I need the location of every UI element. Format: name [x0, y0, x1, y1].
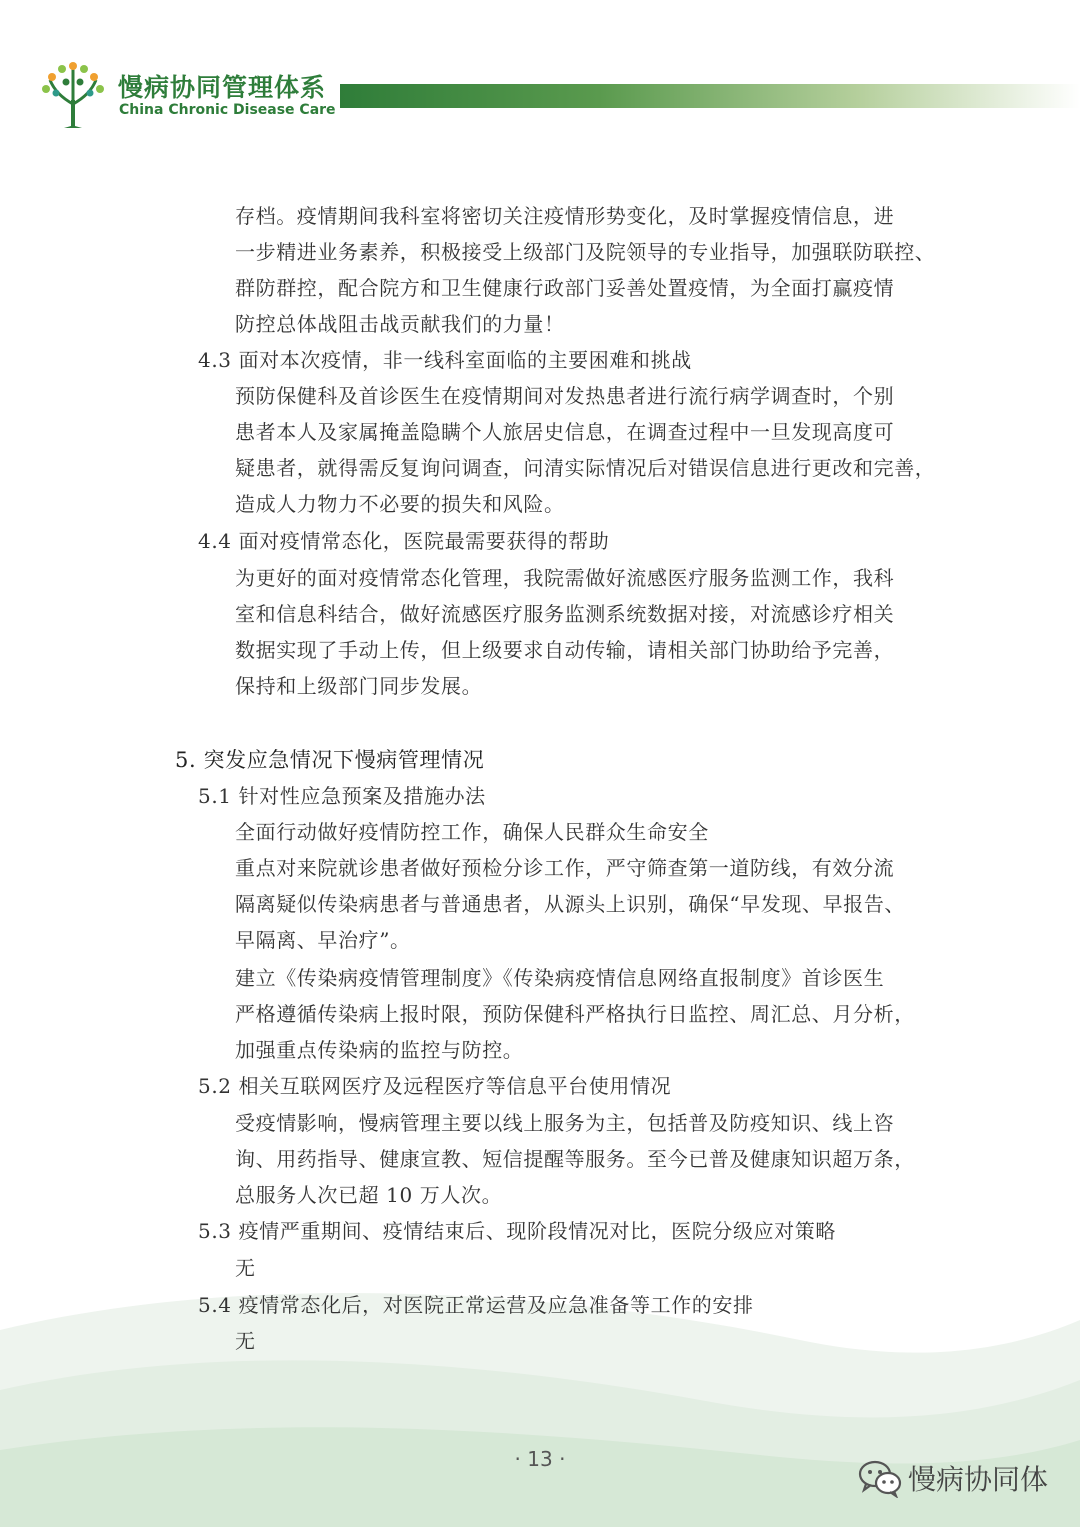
body-line: 预防保健科及首诊医生在疫情期间对发热患者进行流行病学调查时，个别: [235, 384, 895, 408]
subsection-heading: 5.1 针对性应急预案及措施办法: [198, 784, 486, 808]
body-line: 无: [235, 1329, 256, 1353]
wechat-icon: [858, 1458, 902, 1498]
header-accent-bar: [340, 84, 1080, 108]
body-line: 早隔离、早治疗”。: [235, 928, 411, 952]
body-line: 无: [235, 1256, 256, 1280]
body-line: 询、用药指导、健康宣教、短信提醒等服务。至今已普及健康知识超万条，: [235, 1147, 915, 1171]
body-line: 防控总体战阻击战贡献我们的力量！: [235, 312, 565, 336]
body-line: 全面行动做好疫情防控工作，确保人民群众生命安全: [235, 820, 709, 844]
tree-logo-icon: [40, 60, 106, 130]
watermark-text: 慢病协同体: [908, 1463, 1049, 1496]
body-line: 加强重点传染病的监控与防控。: [235, 1038, 524, 1062]
body-line: 隔离疑似传染病患者与普通患者，从源头上识别，确保“早发现、早报告、: [235, 892, 906, 916]
body-line: 患者本人及家属掩盖隐瞒个人旅居史信息，在调查过程中一旦发现高度可: [235, 420, 895, 444]
body-line: 受疫情影响，慢病管理主要以线上服务为主，包括普及防疫知识、线上咨: [235, 1111, 895, 1135]
subsection-heading: 4.4 面对疫情常态化，医院最需要获得的帮助: [198, 529, 610, 553]
body-line: 室和信息科结合，做好流感医疗服务监测系统数据对接，对流感诊疗相关: [235, 602, 895, 626]
body-line: 严格遵循传染病上报时限，预防保健科严格执行日监控、周汇总、月分析，: [235, 1002, 915, 1026]
page-header: [0, 0, 1080, 150]
subsection-heading: 5.3 疫情严重期间、疫情结束后、现阶段情况对比，医院分级应对策略: [198, 1219, 836, 1243]
body-line: 疑患者，就得需反复询问调查，问清实际情况后对错误信息进行更改和完善，: [235, 456, 936, 480]
body-line: 造成人力物力不必要的损失和风险。: [235, 492, 565, 516]
brand-name-en: China Chronic Disease Care: [119, 102, 336, 118]
page-number: · 13 ·: [514, 1447, 566, 1471]
subsection-heading: 5.4 疫情常态化后，对医院正常运营及应急准备等工作的安排: [198, 1293, 754, 1317]
body-line: 为更好的面对疫情常态化管理，我院需做好流感医疗服务监测工作，我科: [235, 566, 895, 590]
section-heading: 5. 突发应急情况下慢病管理情况: [175, 748, 485, 772]
body-line: 数据实现了手动上传，但上级要求自动传输，请相关部门协助给予完善，: [235, 638, 895, 662]
body-line: 存档。疫情期间我科室将密切关注疫情形势变化，及时掌握疫情信息，进: [235, 204, 895, 228]
brand-name-cn: 慢病协同管理体系: [118, 73, 327, 102]
body-line: 群防群控，配合院方和卫生健康行政部门妥善处置疫情，为全面打赢疫情: [235, 276, 895, 300]
body-line: 建立《传染病疫情管理制度》《传染病疫情信息网络直报制度》首诊医生: [235, 966, 885, 990]
body-line: 一步精进业务素养，积极接受上级部门及院领导的专业指导，加强联防联控、: [235, 240, 936, 264]
body-line: 总服务人次已超 10 万人次。: [235, 1183, 503, 1207]
body-line: 保持和上级部门同步发展。: [235, 674, 483, 698]
body-line: 重点对来院就诊患者做好预检分诊工作，严守筛查第一道防线，有效分流: [235, 856, 895, 880]
subsection-heading: 4.3 面对本次疫情，非一线科室面临的主要困难和挑战: [198, 348, 692, 372]
subsection-heading: 5.2 相关互联网医疗及远程医疗等信息平台使用情况: [198, 1074, 672, 1098]
